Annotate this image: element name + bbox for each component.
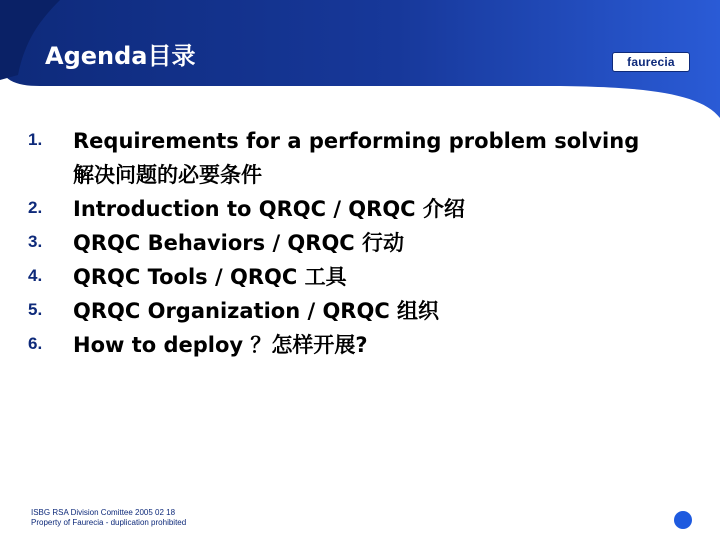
agenda-item [28, 192, 698, 226]
agenda-item-text [73, 226, 404, 260]
agenda-item-line: 解决问题的必要条件 [73, 163, 262, 187]
agenda-item [28, 124, 698, 192]
next-slide-dot[interactable] [674, 511, 692, 529]
agenda-item-number: 4. [28, 266, 43, 285]
agenda-item [28, 226, 698, 260]
agenda-item-line: QRQC Tools / QRQC 工具 [73, 265, 347, 289]
faurecia-logo [612, 52, 690, 72]
agenda-item-number: 2. [28, 198, 43, 217]
agenda-item-text [73, 328, 368, 362]
agenda-item-number: 1. [28, 130, 43, 149]
agenda-item-number: 6. [28, 334, 43, 353]
agenda-item-line: QRQC Behaviors / QRQC 行动 [73, 231, 405, 255]
agenda-item-text [73, 192, 465, 226]
slide-footer [31, 508, 186, 528]
agenda-item-line: Introduction to QRQC / QRQC 介绍 [73, 197, 465, 221]
agenda-item-line: QRQC Organization / QRQC 组织 [73, 299, 440, 323]
logo-text: faurecia [627, 55, 675, 69]
agenda-item-number: 5. [28, 300, 43, 319]
agenda-list [28, 124, 698, 362]
footer-line: Property of Faurecia - duplication prohibited [31, 518, 187, 527]
agenda-item [28, 294, 698, 328]
agenda-item [28, 260, 698, 294]
slide-title: Agenda目录 [45, 42, 196, 70]
agenda-item-text [73, 260, 347, 294]
agenda-item-text [73, 124, 639, 192]
agenda-item [28, 328, 698, 362]
agenda-item-text [73, 294, 439, 328]
slide-header [0, 0, 720, 130]
agenda-item-number: 3. [28, 232, 43, 251]
agenda-item-line: How to deploy ？怎样开展? [73, 333, 368, 357]
footer-line: ISBG RSA Division Comittee 2005 02 18 [31, 508, 176, 517]
agenda-item-line: Requirements for a performing problem solving [73, 129, 640, 153]
